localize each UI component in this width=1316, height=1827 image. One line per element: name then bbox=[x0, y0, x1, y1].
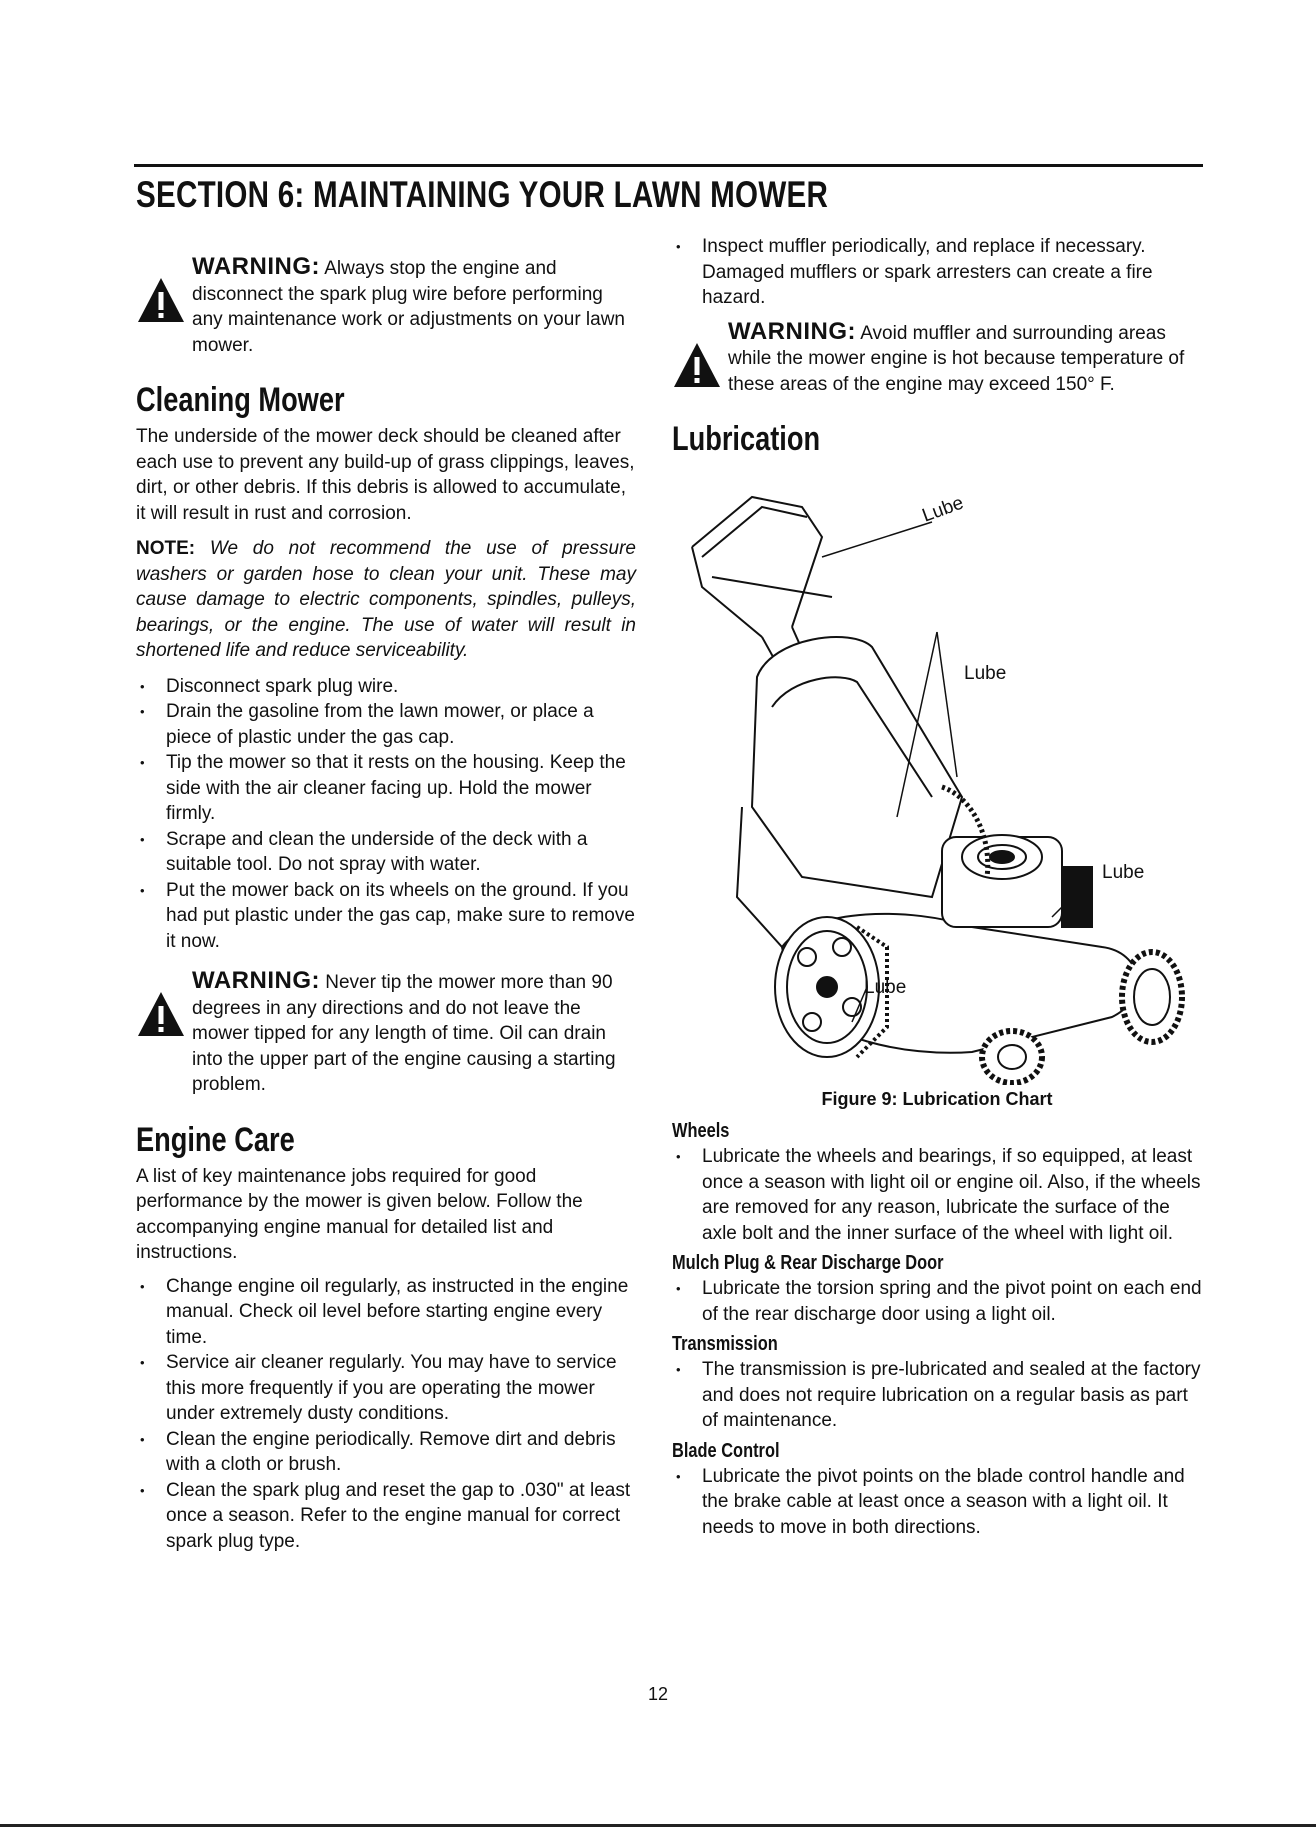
lube-label-rear-wheel: Lube bbox=[964, 663, 1007, 684]
lube-label-left-wheel: Lube bbox=[864, 977, 907, 998]
list-item: • Inspect muffler periodically, and replace if necessary. Damaged mufflers or spark arresters can create a fire hazard. bbox=[672, 234, 1202, 311]
warning-stop-engine bbox=[136, 254, 636, 358]
page-number: 12 bbox=[647, 1684, 669, 1704]
warning-text: Always stop the engine and disconnect the spark plug wire before performing any maintenance work or adjustments on your lawn mower. bbox=[192, 258, 626, 356]
top-rule bbox=[134, 164, 1203, 167]
list-item: • Drain the gasoline from the lawn mower, or place a piece of plastic under the gas cap. bbox=[136, 699, 636, 750]
right-column bbox=[672, 230, 1202, 1540]
list-item: • Tip the mower so that it rests on the housing. Keep the side with the air cleaner facing up. Hold the mower firmly. bbox=[136, 750, 636, 827]
engine-care-heading: Engine Care bbox=[136, 1120, 295, 1159]
mulch-plug-list bbox=[672, 1276, 1202, 1327]
note-label: NOTE: bbox=[136, 538, 196, 559]
warning-text: Avoid muffler and surrounding areas while the mower engine is hot because temperature of these areas of the engine may exceed 150° F. bbox=[728, 322, 1185, 395]
warning-triangle-icon bbox=[136, 990, 186, 1038]
cleaning-steps bbox=[136, 674, 636, 955]
cleaning-note bbox=[136, 536, 636, 664]
warning-triangle-icon bbox=[672, 341, 722, 389]
muffler-list bbox=[672, 234, 1202, 311]
list-item: • Change engine oil regularly, as instructed in the engine manual. Check oil level before starting engine every time. bbox=[136, 1274, 636, 1351]
lawn-mower-illustration bbox=[672, 477, 1202, 1085]
transmission-list bbox=[672, 1357, 1202, 1434]
cleaning-paragraph: The underside of the mower deck should be cleaned after each use to prevent any build-up of grass clippings, leaves, dirt, or other debris. If this debris is allowed to accumulate, it will result in rust and corrosion. bbox=[136, 426, 635, 524]
list-item: • Lubricate the wheels and bearings, if so equipped, at least once a season with light oil or engine oil. Also, if the wheels are removed for any reason, lubricate the surface of the axle bolt and the inner surface of the wheel with light oil. bbox=[672, 1144, 1202, 1246]
wheels-list bbox=[672, 1144, 1202, 1246]
warning-tip-mower bbox=[136, 968, 636, 1098]
warning-label: WARNING: bbox=[192, 967, 320, 994]
warning-label: WARNING: bbox=[728, 317, 856, 345]
list-item: • Put the mower back on its wheels on the ground. If you had put plastic under the gas cap, make sure to remove it now. bbox=[136, 878, 636, 955]
figure-caption: Figure 9: Lubrication Chart bbox=[821, 1089, 1053, 1109]
engine-care-steps bbox=[136, 1274, 636, 1555]
cleaning-heading: Cleaning Mower bbox=[136, 381, 345, 419]
engine-care-paragraph: A list of key maintenance jobs required for good performance by the mower is given below. Follow the accompanying engine manual for detailed list and instructions. bbox=[136, 1165, 583, 1263]
section-title: SECTION 6: MAINTAINING YOUR LAWN MOWER bbox=[136, 174, 829, 215]
lube-label-handle: Lube bbox=[919, 492, 967, 527]
wheels-heading: Wheels bbox=[672, 1120, 730, 1142]
warning-label: WARNING: bbox=[192, 253, 320, 280]
warning-text: Never tip the mower more than 90 degrees in any directions and do not leave the mower tipped for any length of time. Oil can drain into the upper part of the engine causing a starting problem. bbox=[192, 972, 616, 1095]
list-item: • Lubricate the pivot points on the blade control handle and the brake cable at least once a season with a light oil. It needs to move in both directions. bbox=[672, 1464, 1202, 1541]
transmission-heading: Transmission bbox=[672, 1333, 778, 1355]
list-item: • Scrape and clean the underside of the deck with a suitable tool. Do not spray with water. bbox=[136, 827, 636, 878]
list-item: • The transmission is pre-lubricated and sealed at the factory and does not require lubrication on a regular basis as part of maintenance. bbox=[672, 1357, 1202, 1434]
warning-triangle-icon bbox=[136, 276, 186, 324]
blade-control-list bbox=[672, 1464, 1202, 1541]
list-item: • Disconnect spark plug wire. bbox=[136, 674, 636, 700]
warning-muffler-hot bbox=[672, 319, 1202, 398]
list-item: • Lubricate the torsion spring and the pivot point on each end of the rear discharge door using a light oil. bbox=[672, 1276, 1202, 1327]
lubrication-heading: Lubrication bbox=[672, 420, 821, 458]
lube-label-front-wheel: Lube bbox=[1102, 862, 1145, 883]
list-item: • Clean the engine periodically. Remove dirt and debris with a cloth or brush. bbox=[136, 1427, 636, 1478]
mulch-plug-heading: Mulch Plug & Rear Discharge Door bbox=[672, 1252, 944, 1274]
list-item: • Clean the spark plug and reset the gap to .030" at least once a season. Refer to the engine manual for correct spark plug type. bbox=[136, 1478, 636, 1555]
blade-control-heading: Blade Control bbox=[672, 1439, 780, 1462]
lubrication-chart-figure bbox=[672, 477, 1202, 1085]
list-item: • Service air cleaner regularly. You may have to service this more frequently if you are operating the mower under extremely dusty conditions. bbox=[136, 1350, 636, 1427]
note-text: We do not recommend the use of pressure washers or garden hose to clean your unit. These may cause damage to electric components, spindles, pulleys, bearings, or the engine. The use of water will result in shortened life and reduce serviceability. bbox=[136, 538, 636, 661]
left-column bbox=[136, 230, 636, 1554]
